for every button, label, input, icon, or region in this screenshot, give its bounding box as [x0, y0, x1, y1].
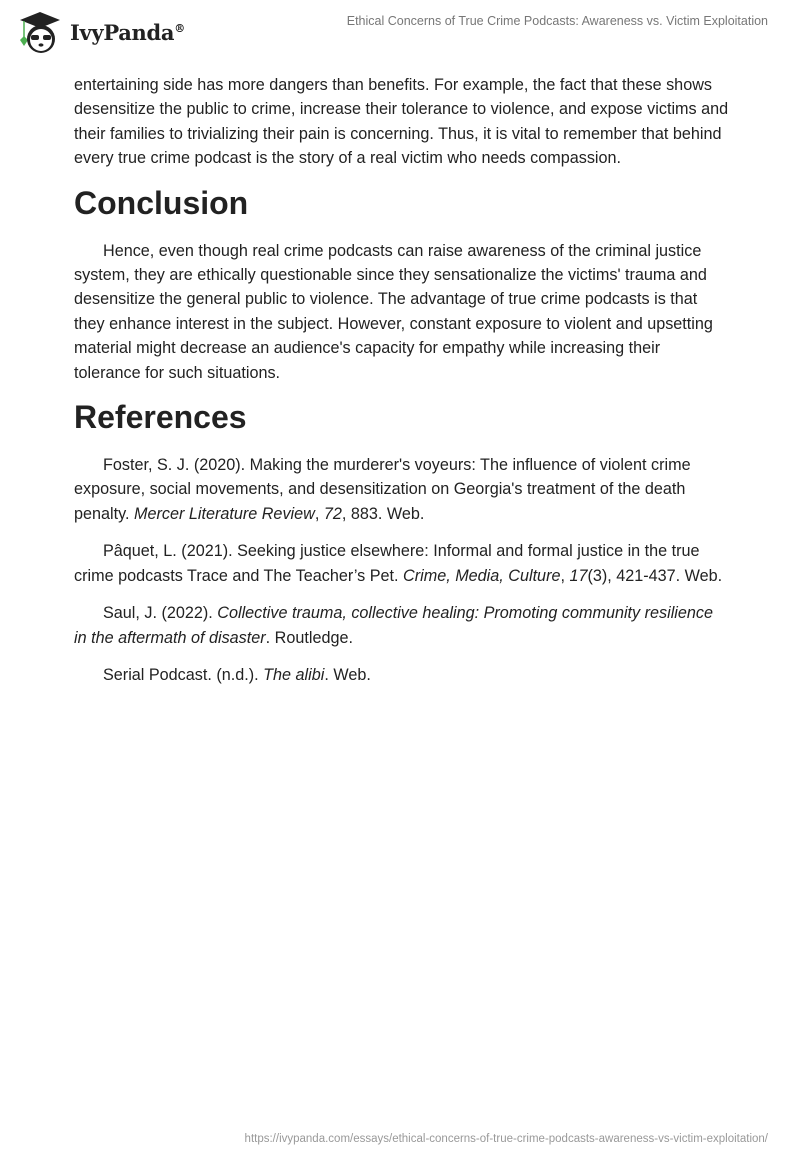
- references-list: [74, 453, 730, 687]
- logo-text: IvyPanda®: [70, 19, 185, 45]
- ivypanda-logo[interactable]: [16, 8, 185, 56]
- conclusion-heading: Conclusion: [74, 184, 249, 221]
- document-title: Ethical Concerns of True Crime Podcasts: Awareness vs. Victim Exploitation: [346, 14, 768, 28]
- conclusion-paragraph: Hence, even though real crime podcasts can raise awareness of the criminal justice system, they are ethically questionable since they sensationalize the victims' trauma and desensitize the general public to violence. The advantage of true crime podcasts is that they enhance interest in the subject. However, constant exposure to violent and upsetting material might decrease an audience's capacity for empathy while increasing their tolerance for such situations.: [74, 241, 713, 382]
- source-url[interactable]: https://ivypanda.com/essays/ethical-concerns-of-true-crime-podcasts-awareness-vs-victim-exploitation/: [244, 1133, 768, 1145]
- reference-item: Pâquet, L. (2021). Seeking justice elsewhere: Informal and formal justice in the true crime podcasts Trace and The Teacher’s Pet. Crime, Media, Culture, 17(3), 421-437. Web.: [74, 542, 723, 585]
- essay-content: [74, 73, 730, 700]
- reference-item: Saul, J. (2022). Collective trauma, collective healing: Promoting community resilience in the aftermath of disaster. Routledge.: [74, 604, 714, 647]
- references-heading: References: [74, 399, 247, 436]
- intro-paragraph: entertaining side has more dangers than benefits. For example, the fact that these shows desensitize the public to crime, increase their tolerance to violence, and expose victims and their families to trivializing their pain is concerning. Thus, it is vital to remember that behind every true crime podcast is the story of a real victim who needs compassion.: [74, 76, 729, 168]
- panda-graduate-icon: [16, 8, 64, 56]
- reference-item: Foster, S. J. (2020). Making the murderer's voyeurs: The influence of violent crime exposure, social movements, and desensitization on Georgia's treatment of the death penalty. Mercer Literature Review, 72, 883. Web.: [74, 456, 691, 523]
- reference-item: Serial Podcast. (n.d.). The alibi. Web.: [103, 665, 371, 684]
